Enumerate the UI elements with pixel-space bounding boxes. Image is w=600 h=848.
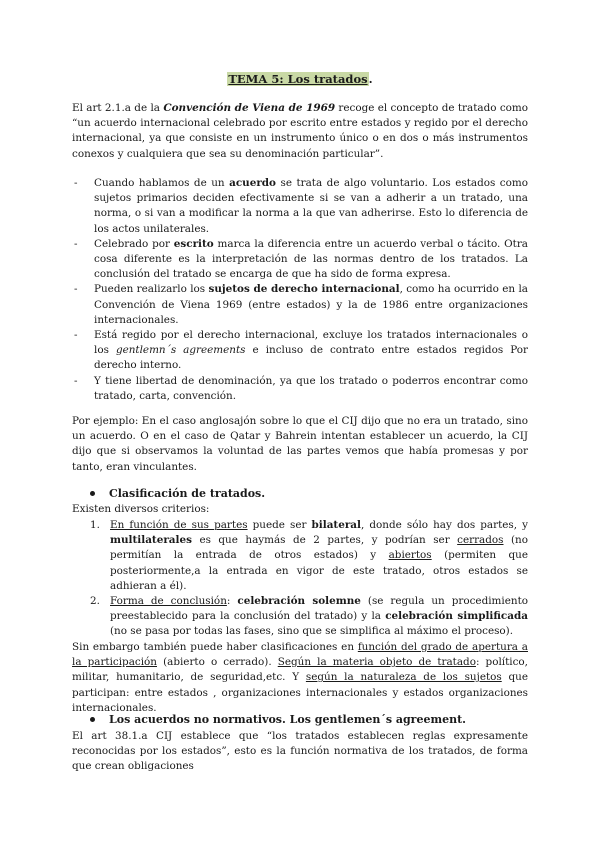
classification-numbered-list bbox=[90, 518, 528, 640]
list-item: - Y tiene libertad de denominación, ya que los tratado o poderros encontrar como tratado, carta, convención. bbox=[72, 374, 528, 404]
section-heading-clasificacion: Clasificación de tratados. bbox=[90, 487, 265, 500]
intro-text-2: recoge el concepto de tratado como “un acuerdo internacional celebrado por escrito entre estados y regido por el derecho internacional, ya que consiste en un instrumento único o en dos o más instrumentos conexos y cualquiera que sea su denominación particular”. bbox=[72, 102, 528, 160]
list-item: - Cuando hablamos de un acuerdo se trata de algo voluntario. Los estados como sujetos primarios deciden efectivamente si se van a adherir a un tratado, una norma, o si van a modificar la norma a la que van adherirse. Esto lo diferencia de los actos unilaterales. bbox=[72, 176, 528, 237]
definition-bullet-list bbox=[72, 176, 528, 404]
list-item: - Pueden realizarlo los sujetos de derecho internacional, como ha ocurrido en la Convención de Viena 1969 (entre estados) y la de 1986 entre organizaciones internacionales. bbox=[72, 282, 528, 328]
bullet-dot-icon bbox=[90, 717, 95, 722]
list-item: - Está regido por el derecho internacional, excluye los tratados internacionales o los gentlemn´s agreements e incluso de contrato entre estados regidos Por derecho interno. bbox=[72, 328, 528, 374]
intro-paragraph bbox=[72, 101, 528, 162]
section-heading-acuerdos: Los acuerdos no normativos. Los gentlemen´s agreement. bbox=[90, 713, 466, 726]
list-item: 1. En función de sus partes puede ser bilateral, donde sólo hay dos partes, y multilaterales es que haymás de 2 partes, y podrían ser cerrados (no permitían la entrada de otros estados) y abiertos (permiten que posteriormente,a la entrada en vigor de este tratado, otros estados se adhieran a él). bbox=[90, 519, 528, 592]
embargo-paragraph: Sin embargo también puede haber clasificaciones en función del grado de apertura a la participación (abierto o cerrado). Según la materia objeto de tratado: político, militar, humanitario, de seguridad,etc. Y según la naturaleza de los sujetos que participan: entre estados , organizaciones internacionales y estados organizaciones internacionales. bbox=[72, 641, 529, 714]
list-item: 2. Forma de conclusión: celebración solemne (se regula un procedimiento preestablecido para la conclusión del tratado) y la celebración simplificada (no se pasa por todas las fases, sino que se simplifica al máximo el proceso). bbox=[90, 595, 528, 638]
title-highlight: TEMA 5: Los tratados bbox=[228, 72, 368, 86]
acuerdos-paragraph: El art 38.1.a CIJ establece que “los tratados establecen reglas expresamente reconocidas por los estados”, esto es la función normativa de los tratados, de forma que crean obligaciones bbox=[72, 730, 528, 773]
criteria-intro: Existen diversos criterios: bbox=[72, 503, 210, 515]
intro-text-1: El art 2.1.a de la bbox=[72, 102, 164, 114]
intro-convention-name: Convención de Viena de 1969 bbox=[163, 102, 336, 114]
page-title bbox=[0, 72, 600, 86]
bullet-dot-icon bbox=[90, 491, 95, 496]
example-paragraph: Por ejemplo: En el caso anglosajón sobre lo que el CIJ dijo que no era un tratado, sino un acuerdo. O en el caso de Qatar y Bahrein intentan establecer un acuerdo, la CIJ dijo que si observamos la voluntad de las partes vemos que había promesas y por tanto, eran vinculantes. bbox=[72, 415, 528, 473]
list-item: - Celebrado por escrito marca la diferencia entre un acuerdo verbal o tácito. Otra cosa diferente es la interpretación de las normas dentro de los tratados. La conclusión del tratado se encarga de que ha sido de forma expresa. bbox=[72, 237, 528, 283]
title-period: . bbox=[368, 72, 373, 86]
